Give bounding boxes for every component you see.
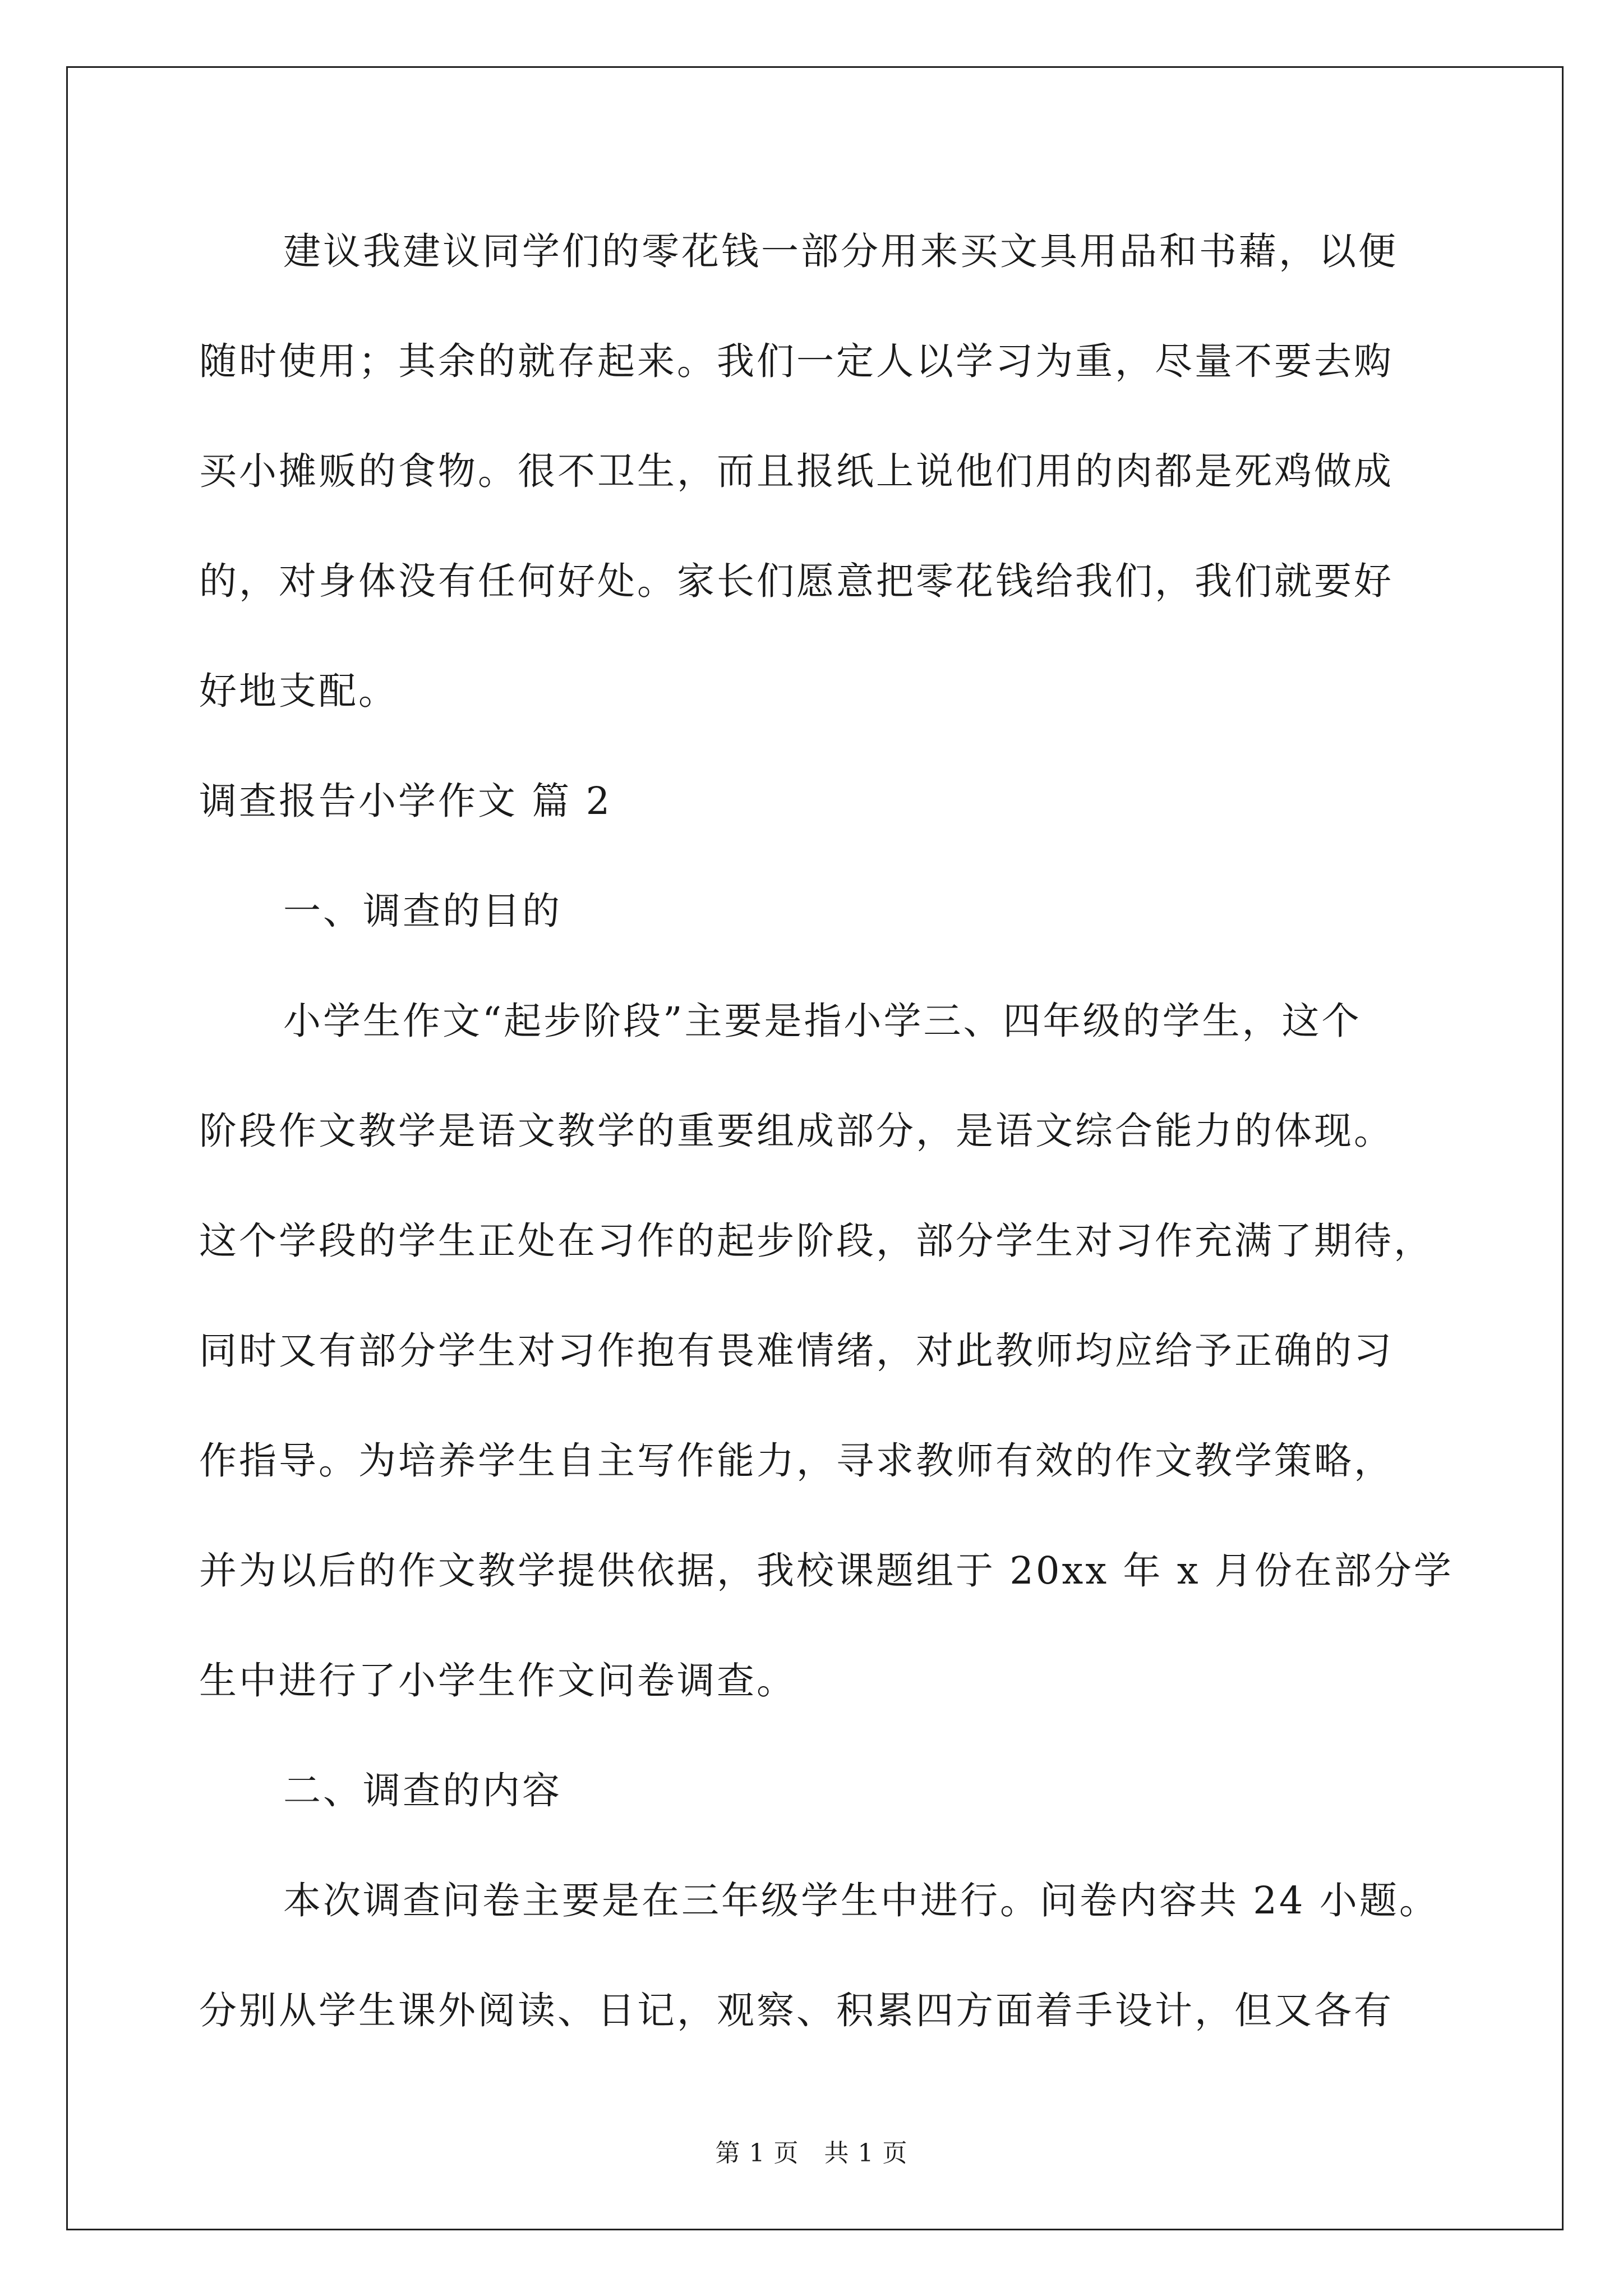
- paragraph-line: 建议我建议同学们的零花钱一部分用来买文具用品和书藉，以便: [283, 229, 1398, 273]
- page-footer: 第 1 页 共 1 页: [715, 2139, 908, 2168]
- paragraph-line: 本次调查问卷主要是在三年级学生中进行。问卷内容共 24 小题。: [283, 1879, 1439, 1922]
- paragraph-line: 阶段作文教学是语文教学的重要组成部分，是语文综合能力的体现。: [199, 1109, 1394, 1153]
- subsection-heading: 一、调查的目的: [283, 889, 562, 933]
- paragraph-line: 这个学段的学生正处在习作的起步阶段，部分学生对习作充满了期待，: [199, 1219, 1433, 1263]
- paragraph-line: 小学生作文“起步阶段”主要是指小学三、四年级的学生，这个: [283, 999, 1362, 1043]
- section-heading: 调查报告小学作文 篇 2: [199, 779, 612, 823]
- paragraph-line: 买小摊贩的食物。很不卫生，而且报纸上说他们用的肉都是死鸡做成: [199, 449, 1394, 493]
- paragraph-line: 的，对身体没有任何好处。家长们愿意把零花钱给我们，我们就要好: [199, 559, 1394, 603]
- paragraph-line: 分别从学生课外阅读、日记，观察、积累四方面着手设计，但又各有: [199, 1989, 1394, 2032]
- paragraph-line: 好地支配。: [199, 669, 398, 713]
- paragraph-line: 随时使用；其余的就存起来。我们一定人以学习为重，尽量不要去购: [199, 339, 1394, 383]
- paragraph-line: 并为以后的作文教学提供依据，我校课题组于 20xx 年 x 月份在部分学: [199, 1549, 1454, 1593]
- paragraph-line: 作指导。为培养学生自主写作能力，寻求教师有效的作文教学策略，: [199, 1439, 1394, 1483]
- paragraph-line: 同时又有部分学生对习作抱有畏难情绪，对此教师均应给予正确的习: [199, 1329, 1394, 1373]
- subsection-heading: 二、调查的内容: [283, 1769, 562, 1812]
- document-body: [199, 223, 1454, 2092]
- paragraph-line: 生中进行了小学生作文问卷调查。: [199, 1659, 796, 1703]
